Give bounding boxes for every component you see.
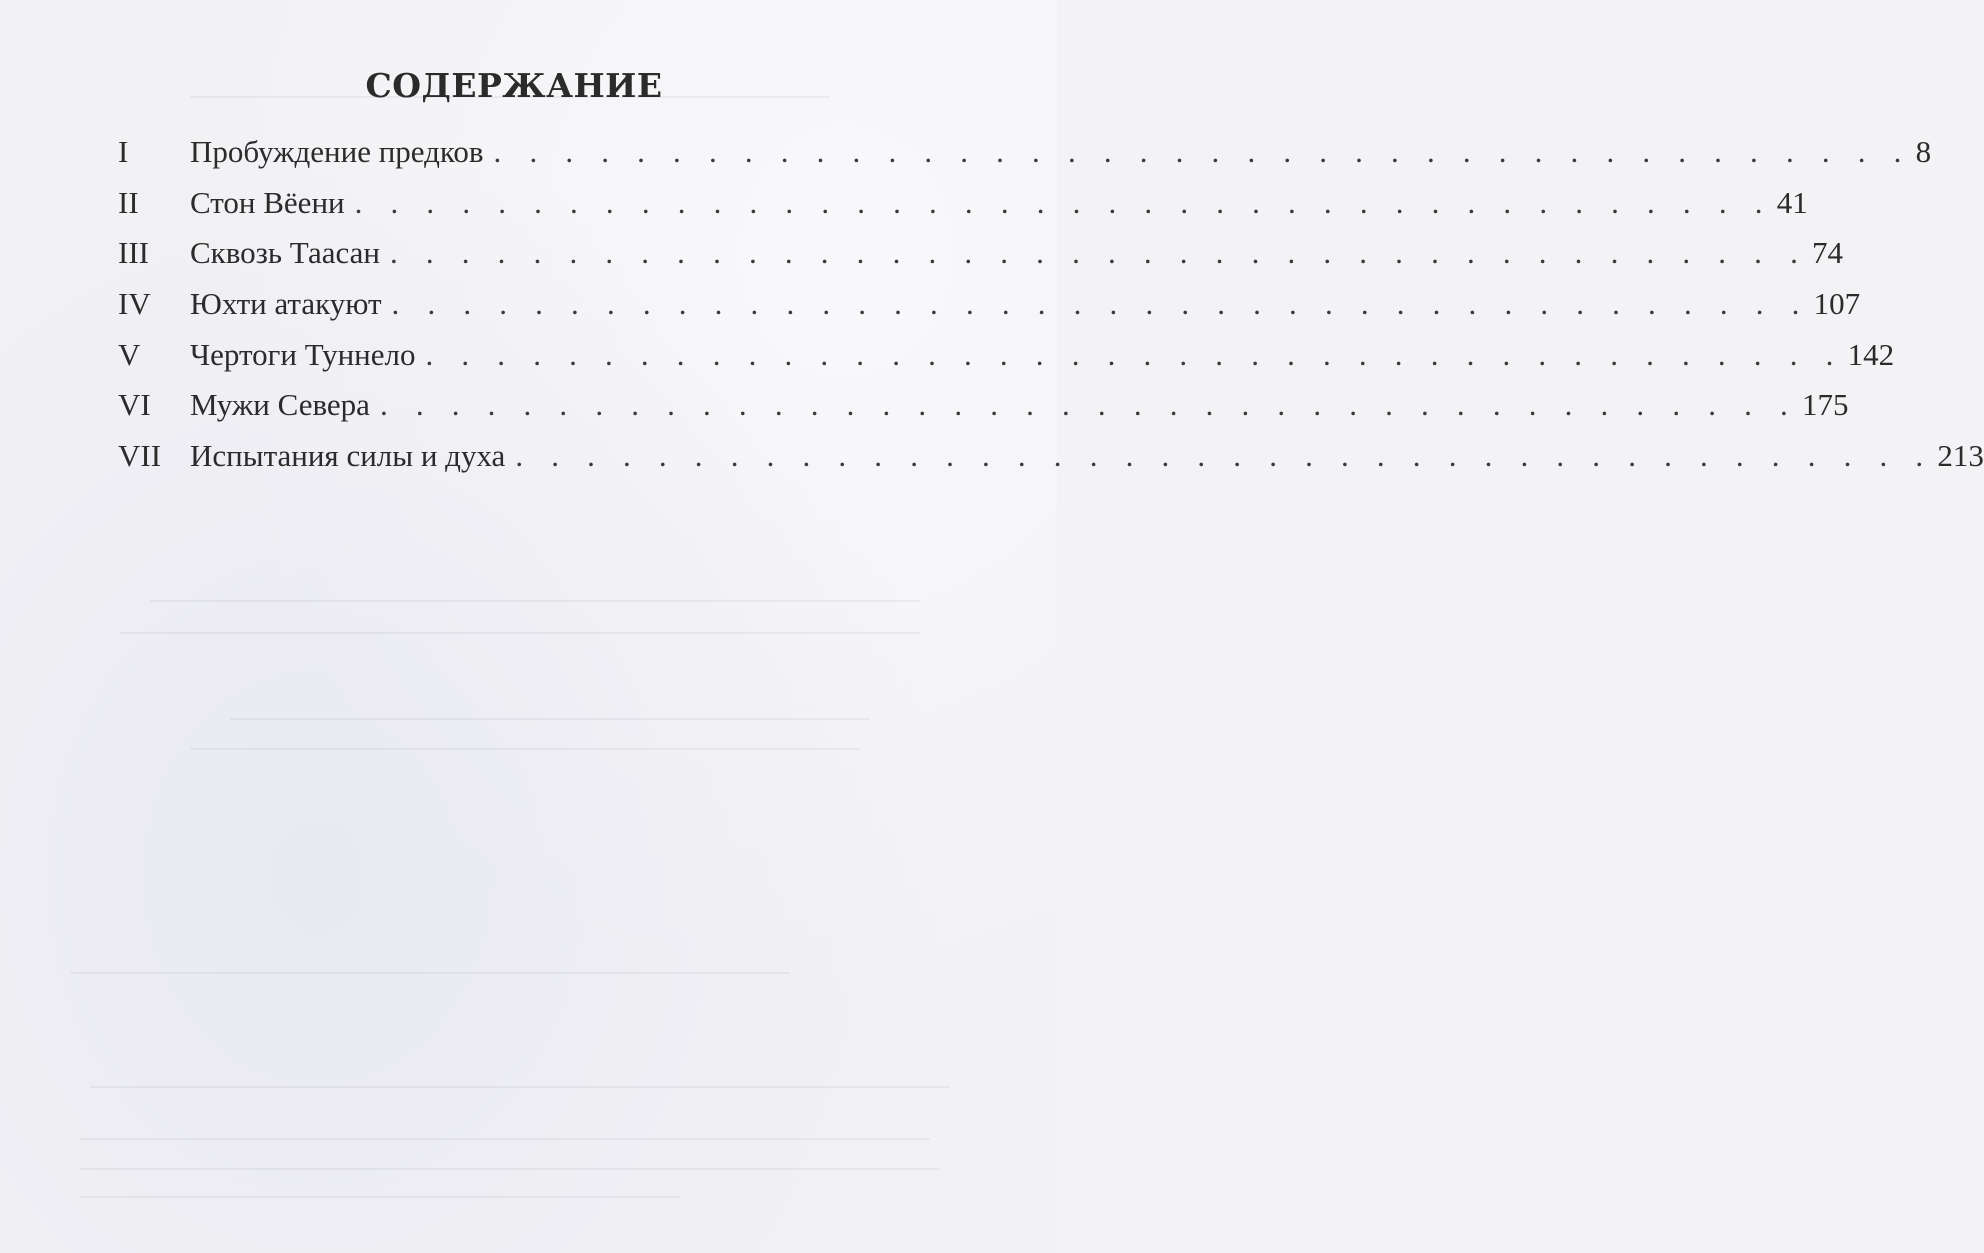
bleed-through-line [120,632,920,634]
dot-leader: . . . . . . . . . . . . . . . . . . . . . . . . . . . . . . . . . . . . . . . . [389,235,1809,271]
chapter-page: 175 [1802,387,1849,423]
chapter-number: I [118,134,129,169]
chapter-title: Юхти атакуют [190,286,382,322]
toc-list [118,134,1984,489]
chapter-number: II [118,184,139,220]
bleed-through-line [90,1086,950,1088]
bleed-through-line [80,1196,680,1198]
chapter-title: Чертоги Туннело [190,336,416,372]
toc-title: СОДЕРЖАНИЕ [365,66,663,105]
dot-leader: . . . . . . . . . . . . . . . . . . . . . . . . . . . . . . . . . . . . . . . . [391,286,1810,322]
chapter-page: 142 [1847,336,1895,372]
chapter-page: 8 [1915,134,1932,169]
chapter-page: 213 [1937,438,1984,474]
dot-leader: . . . . . . . . . . . . . . . . . . . . . . . . . . . . . . . . . . . . . . . . [515,438,1934,474]
toc-entry[interactable] [118,438,1984,489]
chapter-number: VII [118,438,162,474]
chapter-title: Мужи Севера [190,387,370,423]
toc-entry[interactable] [118,336,1895,388]
chapter-title: Стон Вёени [190,184,345,220]
dot-leader: . . . . . . . . . . . . . . . . . . . . . . . . . . . . . . . . . . . . . . . . [354,184,1773,220]
chapter-title: Сквозь Таасан [190,235,380,271]
dot-leader: . . . . . . . . . . . . . . . . . . . . . . . . . . . . . . . . . . . . . . . . [379,387,1798,423]
dot-leader: . . . . . . . . . . . . . . . . . . . . . . . . . . . . . . . . . . . . . . . . [425,336,1844,372]
chapter-number: V [118,336,141,372]
toc-entry[interactable] [118,235,1844,286]
toc-entry[interactable] [118,184,1808,236]
bleed-through-line [80,1138,930,1140]
chapter-number: VI [118,387,151,423]
bleed-through-line [70,972,790,974]
chapter-title: Пробуждение предков [190,134,484,169]
bleed-through-line [190,748,860,750]
bleed-through-line [230,718,870,720]
chapter-title: Испытания силы и духа [190,438,506,474]
bleed-through-line [150,600,920,602]
chapter-page: 41 [1776,184,1808,220]
chapter-number: IV [118,286,151,322]
bleed-through-line [80,1168,940,1170]
toc-entry[interactable] [118,286,1861,337]
chapter-page: 107 [1813,286,1861,322]
chapter-number: III [118,235,149,271]
toc-entry[interactable] [118,387,1849,438]
toc-entry[interactable] [118,134,1932,185]
dot-leader: . . . . . . . . . . . . . . . . . . . . . . . . . . . . . . . . . . . . . . . . [493,134,1912,169]
chapter-page: 74 [1812,235,1844,271]
